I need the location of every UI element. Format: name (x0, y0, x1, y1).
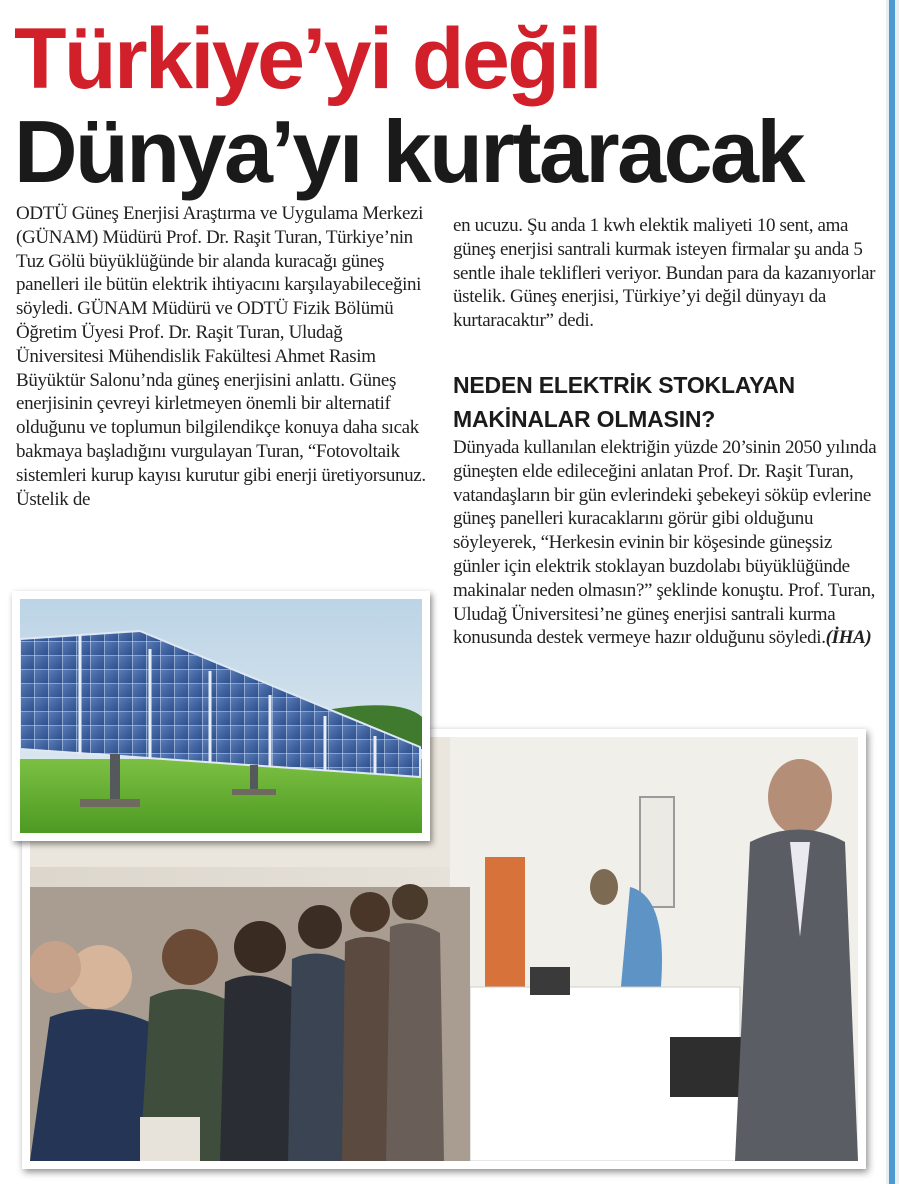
solar-panel-image (20, 599, 422, 833)
right-column-bottom-paragraph (453, 436, 881, 650)
left-column-text: ODTÜ Güneş Enerjisi Araştırma ve Uygulama Merkezi (GÜNAM) Müdürü Prof. Dr. Raşit Turan, Türkiye’nin Tuz Gölü büyüklüğünde bir alanda kuracağı güneş panelleri ile bütün elektrik ihtiyacını karşılayabileceğini söyledi. GÜNAM Müdürü ve ODTÜ Fizik Bölümü Öğretim Üyesi Prof. Dr. Raşit Turan, Uludağ Üniversitesi Mühendislik Fakültesi Ahmet Rasim Büyüktür Salonu’nda güneş enerjisini anlattı. Güneş enerjisinin çevreyi kirletmeyen önemli bir alternatif olduğunu ve toplumun bilgilendikçe konuya daha sıcak bakmaya başladığını vurgulayan Turan, “Fotovoltaik sistemleri kurup kayısı kurutur gibi enerji üretiyorsunuz. Üstelik de (16, 203, 426, 510)
article-left-column (16, 202, 434, 511)
right-column-bottom-text: Dünyada kullanılan elektriğin yüzde 20’sinin 2050 yılında güneşten elde edileceğini anlatan Prof. Dr. Raşit Turan, vatandaşların bir gün evlerindeki şebekeyi söküp evlerine güneş panelleri kuracaklarını görür gibi olduğunu söyleyerek, “Herkesin evinin bir köşesinde güneşsiz günler için elektrik stoklayan buzdolabı büyüklüğünde makinalar neden olmasın?” şeklinde konuştu. Prof. Turan, Uludağ Üniversitesi’ne güneş enerjisi santrali kurma konusunda destek vermeye hazır olduğunu söyledi. (453, 437, 877, 649)
page-edge-rule (886, 0, 899, 1184)
article-subheading: NEDEN ELEKTRİK STOKLAYAN MAKİNALAR OLMASIN? (453, 372, 795, 432)
right-column-top-text: en ucuzu. Şu anda 1 kwh elektik maliyeti 10 sent, ama güneş enerjisi santrali kurmak isteyen firmalar şu anda 5 sentle ihale teklifleri veriyor. Bundan para da kazanıyorlar üstelik. Güneş enerjisi, Türkiye’yi değil dünyayı da kurtaracaktır” dedi. (453, 215, 876, 332)
news-agency-source: (İHA) (825, 627, 872, 649)
article-right-column-bottom (453, 436, 881, 650)
headline-line-2: Dünya’yı kurtaracak (14, 102, 803, 201)
article-right-column-top (453, 214, 881, 333)
headline-line-1: Türkiye’yi değil (14, 11, 601, 107)
solar-panel-photo (12, 591, 430, 841)
